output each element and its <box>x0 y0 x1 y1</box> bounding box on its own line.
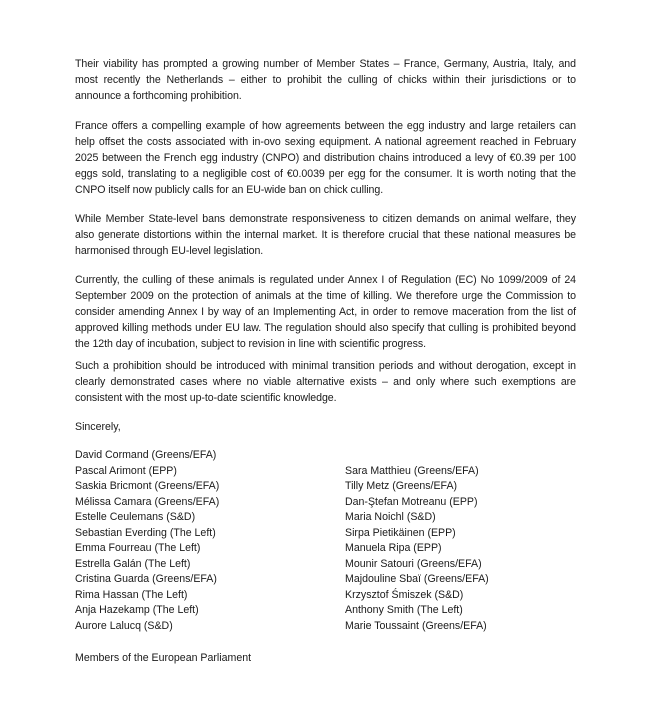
signatory: Manuela Ripa (EPP) <box>345 542 442 555</box>
signatory: Sara Matthieu (Greens/EFA) <box>345 464 479 477</box>
signatory: Cristina Guarda (Greens/EFA) <box>75 573 217 586</box>
signatory: Aurore Lalucq (S&D) <box>75 620 173 633</box>
signatory: Saskia Bricmont (Greens/EFA) <box>75 480 220 493</box>
signatory: Majdouline Sbaï (Greens/EFA) <box>345 573 489 586</box>
signatories-left-column <box>75 448 219 635</box>
signatory: Rima Hassan (The Left) <box>75 588 188 601</box>
signatory: Anja Hazekamp (The Left) <box>75 604 199 617</box>
signatory: Mélissa Camara (Greens/EFA) <box>75 495 220 508</box>
signatory: Krzysztof Śmiszek (S&D) <box>345 588 464 601</box>
signatory: David Cormand (Greens/EFA) <box>75 449 217 461</box>
signatory: Maria Noichl (S&D) <box>345 511 436 524</box>
paragraph-member-states-bans: Their viability has prompted a growing number of Member States – France, Germany, Austria, Italy, and most recently the Netherlands – either to prohibit the culling of chicks within their jurisdictions or to announce a forthcoming prohibition. <box>75 58 576 102</box>
signatories-title: Members of the European Parliament <box>75 652 252 664</box>
signatory: Estelle Ceulemans (S&D) <box>75 511 196 524</box>
paragraph-prohibition-derogation: Such a prohibition should be introduced with minimal transition periods and without derogation, except in clearly demonstrated cases where no viable alternative exists – and only where such exemptions are consistent with the most up-to-date scientific knowledge. <box>75 360 576 404</box>
paragraph-internal-market: While Member State-level bans demonstrate responsiveness to citizen demands on animal welfare, they also generate distortions within the internal market. It is therefore crucial that these national measures be harmonised through EU-level legislation. <box>75 213 576 257</box>
closing-salutation: Sincerely, <box>75 421 121 433</box>
signatory: Sebastian Everding (The Left) <box>75 526 216 539</box>
signatory: Marie Toussaint (Greens/EFA) <box>345 619 487 632</box>
signatory: Pascal Arimont (EPP) <box>75 464 177 477</box>
signatories-right-column <box>345 464 489 635</box>
signatory: Emma Fourreau (The Left) <box>75 542 201 555</box>
paragraph-regulation-annex: Currently, the culling of these animals is regulated under Annex I of Regulation (EC) No 1099/2009 of 24 September 2009 on the protection of animals at the time of killing. We therefore urge the Commission to consider amending Annex I by way of an Implementing Act, in order to remove maceration from the list of approved killing methods under EU law. The regulation should also specify that culling is prohibited beyond the 12th day of incubation, subject to revision in line with scientific progress. <box>75 274 576 350</box>
signatory: Anthony Smith (The Left) <box>345 604 463 617</box>
signatory: Sirpa Pietikäinen (EPP) <box>345 526 456 539</box>
signatory: Dan-Ştefan Motreanu (EPP) <box>345 495 478 508</box>
paragraph-france-example: France offers a compelling example of how agreements between the egg industry and large retailers can help offset the costs associated with in-ovo sexing equipment. A national agreement reached in February 2025 between the French egg industry (CNPO) and distribution chains introduced a levy of €0.39 per 100 eggs sold, translating to a negligible cost of €0.0039 per egg for the consumer. It is worth noting that the CNPO itself now publicly calls for an EU-wide ban on chick culling. <box>75 120 576 196</box>
signatory: Mounir Satouri (Greens/EFA) <box>345 557 482 570</box>
signatory: Tilly Metz (Greens/EFA) <box>345 480 458 493</box>
signatory: Estrella Galán (The Left) <box>75 557 191 570</box>
